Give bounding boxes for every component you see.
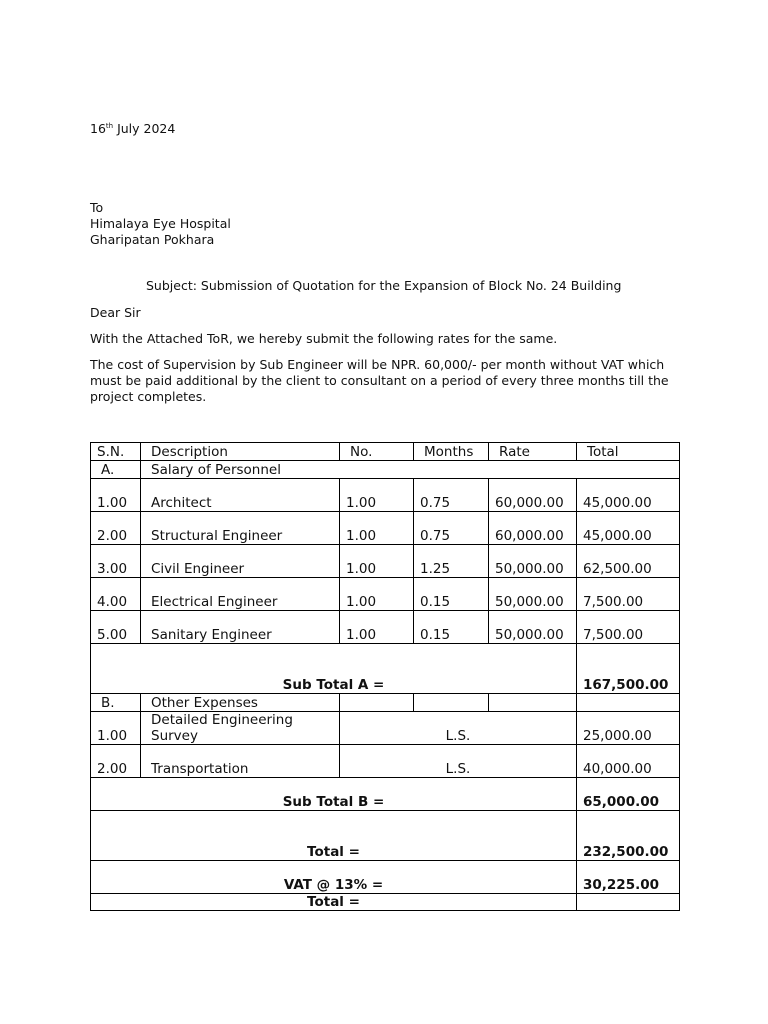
subtotal-a-row xyxy=(91,644,680,694)
recipient-name: Himalaya Eye Hospital xyxy=(90,216,231,231)
row-rate: 50,000.00 xyxy=(489,545,577,578)
row-description: Civil Engineer xyxy=(141,545,340,578)
row-months: 0.75 xyxy=(414,479,489,512)
subject-line: Subject: Submission of Quotation for the Expansion of Block No. 24 Building xyxy=(146,278,622,293)
section-a-code: A. xyxy=(91,461,141,479)
row-basis: L.S. xyxy=(340,745,577,778)
row-total: 7,500.00 xyxy=(577,611,680,644)
recipient-address: Gharipatan Pokhara xyxy=(90,232,215,247)
header-total: Total xyxy=(577,443,680,461)
row-no: 1.00 xyxy=(340,479,414,512)
letter-date: 16th July 2024 xyxy=(90,121,176,136)
row-months: 0.15 xyxy=(414,578,489,611)
salutation: Dear Sir xyxy=(90,305,141,320)
vat-value: 30,225.00 xyxy=(577,861,680,894)
row-months: 0.75 xyxy=(414,512,489,545)
subtotal-a-value: 167,500.00 xyxy=(577,644,680,694)
row-sn: 2.00 xyxy=(91,745,141,778)
row-total: 7,500.00 xyxy=(577,578,680,611)
row-no: 1.00 xyxy=(340,578,414,611)
header-no: No. xyxy=(340,443,414,461)
grand-total-label: Total = xyxy=(91,894,577,911)
row-total: 45,000.00 xyxy=(577,512,680,545)
intro-text: With the Attached ToR, we hereby submit the following rates for the same. xyxy=(90,331,558,346)
row-months: 0.15 xyxy=(414,611,489,644)
row-description: Transportation xyxy=(141,745,340,778)
table-row xyxy=(91,512,680,545)
row-no: 1.00 xyxy=(340,512,414,545)
subtotal-b-label: Sub Total B = xyxy=(91,778,577,811)
row-rate: 50,000.00 xyxy=(489,578,577,611)
header-sn: S.N. xyxy=(91,443,141,461)
row-description: Detailed Engineering Survey xyxy=(141,712,340,745)
table-row xyxy=(91,479,680,512)
to-label: To xyxy=(90,200,104,215)
row-sn: 1.00 xyxy=(91,712,141,745)
grand-total-value xyxy=(577,894,680,911)
table-row xyxy=(91,545,680,578)
subtotal-b-value: 65,000.00 xyxy=(577,778,680,811)
subtotal-b-row xyxy=(91,778,680,811)
table-row xyxy=(91,578,680,611)
section-a-title: Salary of Personnel xyxy=(141,461,680,479)
row-total: 25,000.00 xyxy=(577,712,680,745)
section-b-code: B. xyxy=(91,694,141,712)
row-description: Electrical Engineer xyxy=(141,578,340,611)
row-description: Architect xyxy=(141,479,340,512)
row-basis: L.S. xyxy=(340,712,577,745)
row-sn: 4.00 xyxy=(91,578,141,611)
row-rate: 60,000.00 xyxy=(489,479,577,512)
header-description: Description xyxy=(141,443,340,461)
subtotal-a-label: Sub Total A = xyxy=(91,644,577,694)
row-no: 1.00 xyxy=(340,545,414,578)
row-rate: 60,000.00 xyxy=(489,512,577,545)
row-sn: 2.00 xyxy=(91,512,141,545)
table-row xyxy=(91,712,680,745)
cost-paragraph: The cost of Supervision by Sub Engineer will be NPR. 60,000/- per month without VAT which must be paid additional by the client to consultant on a period of every three months till the project completes. xyxy=(90,357,669,404)
row-sn: 5.00 xyxy=(91,611,141,644)
row-description: Structural Engineer xyxy=(141,512,340,545)
total-row xyxy=(91,811,680,861)
row-total: 40,000.00 xyxy=(577,745,680,778)
row-total: 45,000.00 xyxy=(577,479,680,512)
row-sn: 3.00 xyxy=(91,545,141,578)
row-sn: 1.00 xyxy=(91,479,141,512)
row-total: 62,500.00 xyxy=(577,545,680,578)
row-months: 1.25 xyxy=(414,545,489,578)
table-row xyxy=(91,745,680,778)
section-b-row xyxy=(91,694,680,712)
table-row xyxy=(91,611,680,644)
total-value: 232,500.00 xyxy=(577,811,680,861)
section-a-row xyxy=(91,461,680,479)
total-label: Total = xyxy=(91,811,577,861)
vat-label: VAT @ 13% = xyxy=(91,861,577,894)
header-rate: Rate xyxy=(489,443,577,461)
quotation-table xyxy=(90,442,680,911)
row-no: 1.00 xyxy=(340,611,414,644)
vat-row xyxy=(91,861,680,894)
row-rate: 50,000.00 xyxy=(489,611,577,644)
table-header-row xyxy=(91,443,680,461)
grand-total-row xyxy=(91,894,680,911)
header-months: Months xyxy=(414,443,489,461)
row-description: Sanitary Engineer xyxy=(141,611,340,644)
section-b-title: Other Expenses xyxy=(141,694,340,712)
